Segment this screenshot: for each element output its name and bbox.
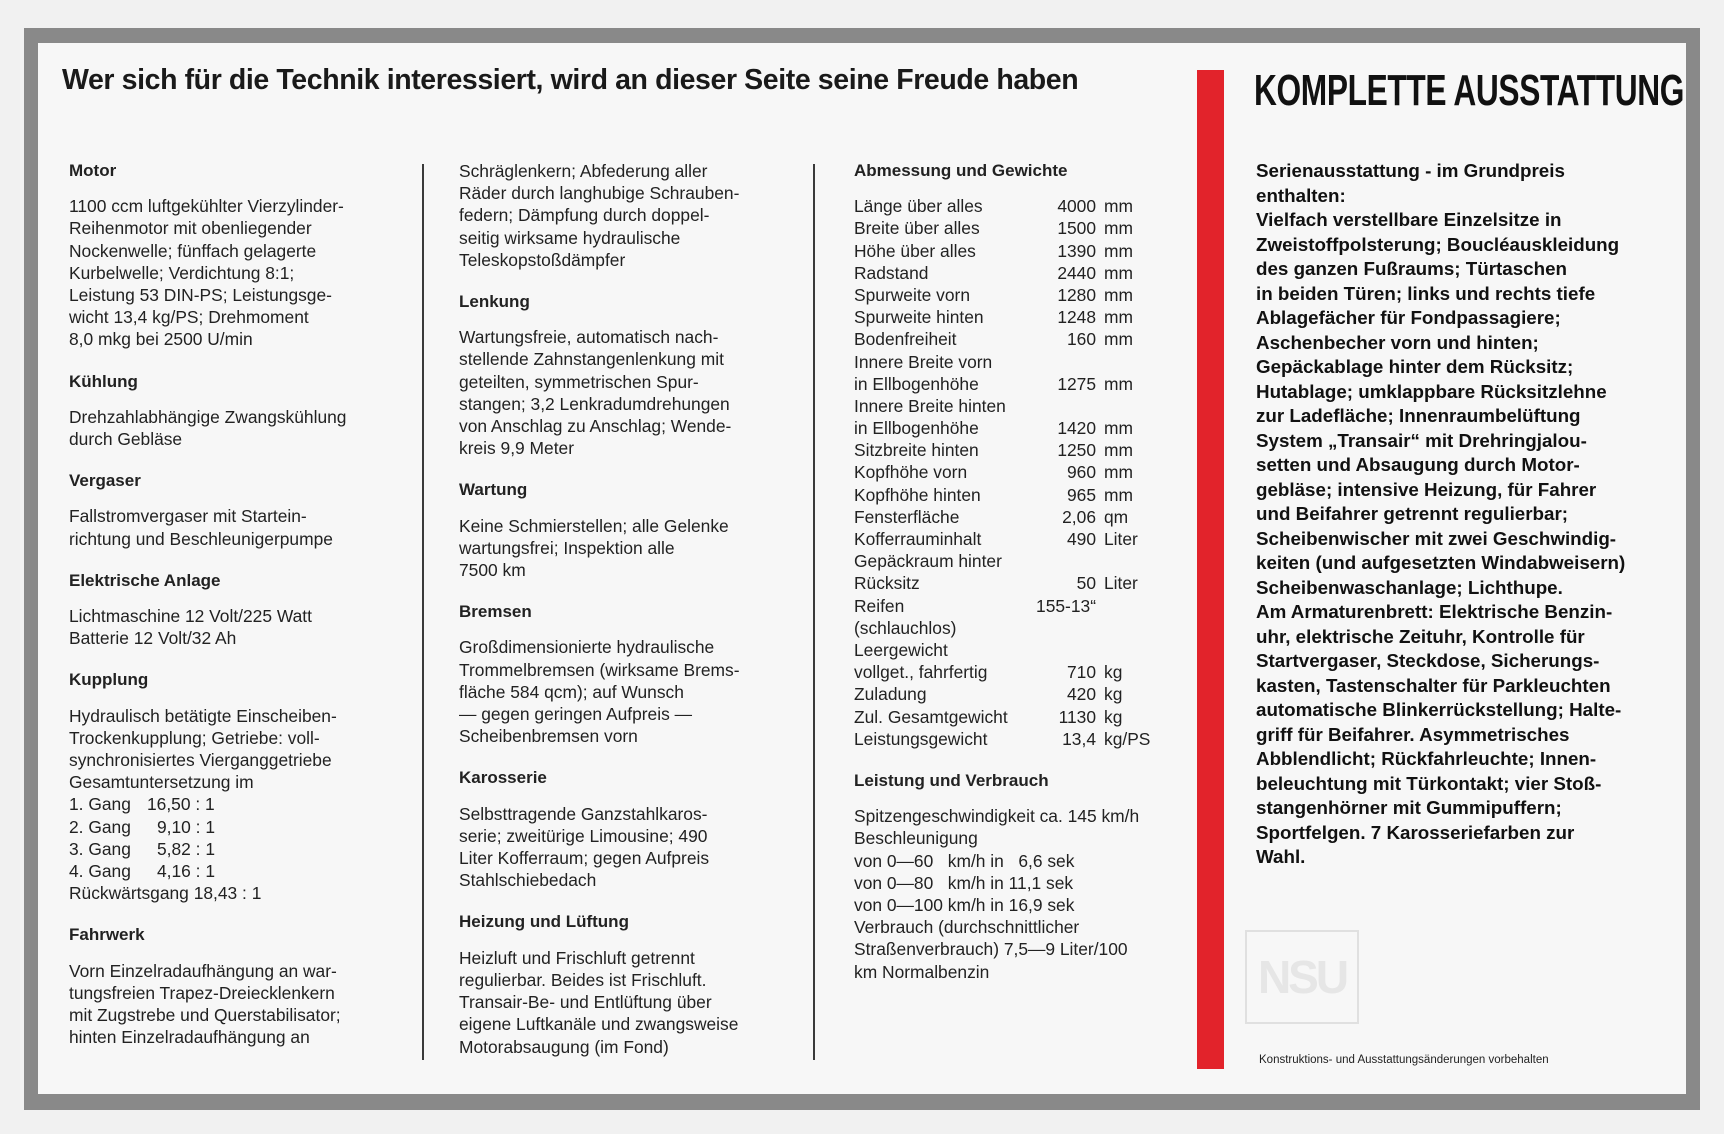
gear-label: 3. Gang: [69, 838, 131, 859]
text-line: von 0—100 km/h in 16,9 sek: [854, 894, 1075, 915]
spec-row: [854, 306, 1194, 328]
spec-unit: mm: [1104, 218, 1133, 239]
page-headline: Wer sich für die Technik interessiert, wird an dieser Seite seine Freude haben: [62, 64, 1079, 96]
gear-ratio-row: [69, 838, 409, 860]
equipment-line: Scheibenwaschanlage; Lichthupe.: [1256, 576, 1563, 598]
text-line: — gegen geringen Aufpreis —: [459, 704, 692, 725]
spec-value: [1024, 395, 1104, 417]
text-line: geteilten, symmetrischen Spur-: [459, 371, 699, 392]
logo-watermark: NSU: [1245, 930, 1359, 1024]
spec-unit: Liter: [1104, 529, 1138, 550]
spec-label: Reifen: [854, 595, 905, 616]
spec-row: [854, 595, 1194, 617]
text-line: 1100 ccm luftgekühlter Vierzylinder-: [69, 196, 344, 217]
spec-label: Kofferrauminhalt: [854, 529, 982, 550]
spec-value: 1275: [1057, 373, 1096, 394]
section-bremsen: [459, 601, 799, 747]
spec-label: Gepäckraum hinter: [854, 551, 1002, 572]
spec-value: 710: [1066, 662, 1096, 683]
text-line: Räder durch langhubige Schrauben-: [459, 183, 740, 204]
equipment-line: und Beifahrer getrennt regulierbar;: [1256, 503, 1569, 524]
text-line: eigene Luftkanäle und zwangsweise: [459, 1014, 739, 1035]
text-line: federn; Dämpfung durch doppel-: [459, 205, 710, 226]
equipment-line: automatische Blinkerrückstellung; Halte-: [1256, 699, 1622, 720]
section-text: [69, 195, 409, 350]
spec-value: 4000: [1057, 196, 1096, 217]
text-line: Reihenmotor mit obenliegender: [69, 218, 312, 239]
section-title: Bremsen: [459, 602, 532, 622]
text-line: Spitzengeschwindigkeit ca. 145 km/h: [854, 806, 1140, 827]
spec-value: 50: [1076, 573, 1096, 594]
text-line: Liter Kofferraum; gegen Aufpreis: [459, 848, 710, 869]
spec-value: 490: [1066, 529, 1096, 550]
equipment-line: Startvergaser, Steckdose, Sicherungs-: [1256, 650, 1600, 671]
text-line: Verbrauch (durchschnittlicher: [854, 917, 1080, 938]
spec-unit: mm: [1104, 196, 1133, 217]
text-line: Drehzahlabhängige Zwangskühlung: [69, 406, 347, 427]
spec-row: [854, 217, 1194, 239]
text-line: wartungsfrei; Inspektion alle: [459, 537, 675, 558]
text-line: Leistung 53 DIN-PS; Leistungsge-: [69, 285, 332, 306]
spec-unit: mm: [1104, 262, 1133, 283]
section-title: Fahrwerk: [69, 925, 145, 945]
text-line: Trockenkupplung; Getriebe: voll-: [69, 727, 320, 748]
spec-value: 1250: [1057, 440, 1096, 461]
section-fahrwerk: [69, 924, 409, 1048]
text-line: seitig wirksame hydraulische: [459, 227, 681, 248]
spec-row: [854, 506, 1194, 528]
equipment-line: Vielfach verstellbare Einzelsitze in: [1256, 209, 1562, 230]
equipment-line: Ablagefächer für Fondpassagiere;: [1256, 307, 1561, 328]
text-line: Heizluft und Frischluft getrennt: [459, 947, 695, 968]
equipment-line: Wahl.: [1256, 846, 1306, 867]
text-line: von 0—60 km/h in 6,6 sek: [854, 850, 1075, 871]
spec-unit: mm: [1104, 462, 1133, 483]
spec-label: Innere Breite hinten: [854, 395, 1006, 416]
text-line: stellende Zahnstangenlenkung mit: [459, 349, 724, 370]
spec-unit: mm: [1104, 373, 1133, 394]
equipment-line: setten und Absaugung durch Motor-: [1256, 454, 1580, 475]
equipment-line: Serienausstattung - im Grundpreis: [1256, 160, 1565, 181]
spec-row: [854, 328, 1194, 350]
equipment-line: des ganzen Fußraums; Türtaschen: [1256, 258, 1567, 279]
text-line: Hydraulisch betätigte Einscheiben-: [69, 705, 337, 726]
spec-value: 1280: [1057, 284, 1096, 305]
equipment-text: [1256, 159, 1661, 870]
spec-row: [854, 395, 1194, 417]
spec-value: 155-13“: [1036, 595, 1096, 616]
spec-row: [854, 728, 1194, 750]
spec-unit: mm: [1104, 484, 1133, 505]
spec-label: Höhe über alles: [854, 240, 976, 261]
equipment-line: keiten (und aufgesetzten Windabweisern): [1256, 552, 1626, 573]
section-title: Kühlung: [69, 371, 138, 391]
equipment-line: Aschenbecher vorn und hinten;: [1256, 331, 1539, 353]
spec-value: 1390: [1057, 240, 1096, 261]
spec-label: Kopfhöhe vorn: [854, 462, 968, 483]
gear-ratio-row: [69, 860, 409, 882]
accent-bar: [1197, 70, 1224, 1069]
spec-value: 965: [1066, 484, 1096, 505]
equipment-line: System „Transair“ mit Drehringjalou-: [1256, 429, 1587, 451]
spec-row: [854, 617, 1194, 639]
section-title: Vergaser: [69, 471, 141, 491]
text-line: km Normalbenzin: [854, 961, 990, 982]
section-kuehlung: [69, 371, 409, 451]
reverse-gear-line: Rückwärtsgang 18,43 : 1: [69, 883, 262, 904]
column-divider: [422, 164, 424, 1060]
section-title: Heizung und Lüftung: [459, 912, 629, 932]
section-leistung-verbrauch: [854, 770, 1194, 983]
spec-value: [1024, 351, 1104, 373]
spec-row: [854, 639, 1194, 661]
equipment-line: enthalten:: [1256, 184, 1346, 206]
text-line: Wartungsfreie, automatisch nach-: [459, 327, 719, 348]
spec-unit: mm: [1104, 418, 1133, 439]
equipment-title: KOMPLETTE AUSSTATTUNG: [1254, 66, 1685, 115]
gear-value: 9,10 : 1: [157, 816, 216, 837]
equipment-line: Sportfelgen. 7 Karosseriefarben zur: [1256, 821, 1575, 843]
section-title: Leistung und Verbrauch: [854, 770, 1049, 790]
text-line: Großdimensionierte hydraulische: [459, 637, 715, 658]
spec-value: [1024, 639, 1104, 661]
spec-label: Zuladung: [854, 684, 927, 705]
section-motor: [69, 160, 409, 351]
spec-label: Spurweite vorn: [854, 284, 970, 305]
text-line: Nockenwelle; fünffach gelagerte: [69, 240, 317, 261]
spec-label: Leergewicht: [854, 639, 948, 660]
text-line: regulierbar. Beides ist Frischluft.: [459, 969, 707, 990]
equipment-line: Scheibenwischer mit zwei Geschwindig-: [1256, 527, 1617, 549]
text-line: richtung und Beschleunigerpumpe: [69, 528, 333, 549]
gear-label: 4. Gang: [69, 861, 131, 882]
spec-label: Zul. Gesamtgewicht: [854, 706, 1008, 727]
text-line: kreis 9,9 Meter: [459, 438, 575, 459]
text-line: Schräglenkern; Abfederung aller: [459, 161, 708, 181]
spec-row: [854, 706, 1194, 728]
text-line: Lichtmaschine 12 Volt/225 Watt: [69, 606, 312, 627]
spec-label: Breite über alles: [854, 218, 980, 239]
spec-row: [854, 262, 1194, 284]
gear-label: 2. Gang: [69, 816, 131, 837]
section-fahrwerk-continued: [459, 160, 799, 271]
spec-label: in Ellbogenhöhe: [854, 418, 979, 439]
spec-unit: kg: [1104, 706, 1123, 727]
text-line: Teleskopstoßdämpfer: [459, 249, 626, 270]
section-title: Kupplung: [69, 670, 149, 690]
equipment-line: Abblendlicht; Rückfahrleuchte; Innen-: [1256, 748, 1597, 769]
equipment-line: Hutablage; umklappbare Rücksitzlehne: [1256, 380, 1607, 402]
gear-ratio-row: [69, 816, 409, 838]
spec-label: in Ellbogenhöhe: [854, 373, 979, 394]
text-line: hinten Einzelradaufhängung an: [69, 1027, 310, 1048]
section-title: Motor: [69, 161, 117, 180]
spec-unit: qm: [1104, 506, 1129, 527]
equipment-line: gebläse; intensive Heizung, für Fahrer: [1256, 478, 1597, 500]
spec-value: 1500: [1057, 218, 1096, 239]
spec-unit: Liter: [1104, 573, 1138, 594]
spec-value: 1130: [1058, 706, 1096, 727]
equipment-line: griff für Beifahrer. Asymmetrisches: [1256, 723, 1570, 745]
spec-row: [854, 484, 1194, 506]
gear-value: 5,82 : 1: [157, 838, 216, 859]
text-line: Scheibenbremsen vorn: [459, 726, 638, 747]
spec-value: 2,06: [1062, 506, 1096, 527]
spec-label: Radstand: [854, 262, 929, 283]
spec-value: 1248: [1057, 307, 1096, 328]
equipment-line: beleuchtung mit Türkontakt; vier Stoß-: [1256, 772, 1602, 794]
text-line: Selbsttragende Ganzstahlkaros-: [459, 803, 708, 824]
equipment-line: kasten, Tastenschalter für Parkleuchten: [1256, 674, 1611, 696]
text-line: Kurbelwelle; Verdichtung 8:1;: [69, 262, 295, 283]
text-line: durch Gebläse: [69, 429, 183, 450]
text-line: Gesamtuntersetzung im: [69, 772, 254, 793]
section-kupplung: [69, 669, 409, 904]
section-title: Lenkung: [459, 292, 530, 312]
spec-row: [854, 661, 1194, 683]
spec-value: 420: [1066, 684, 1096, 705]
spec-unit: kg: [1104, 662, 1123, 683]
spec-label: Länge über alles: [854, 196, 983, 217]
spec-label: (schlauchlos): [854, 617, 957, 638]
section-title: Wartung: [459, 480, 528, 500]
section-elektrische-anlage: [69, 570, 409, 650]
text-line: 7500 km: [459, 560, 526, 581]
spec-value: 2440: [1057, 262, 1096, 283]
spec-row: [854, 439, 1194, 461]
equipment-line: in beiden Türen; links und rechts tiefe: [1256, 282, 1596, 304]
spec-column-3: [854, 160, 1194, 1003]
spec-label: Kopfhöhe hinten: [854, 484, 981, 505]
section-karosserie: [459, 767, 799, 891]
column-divider: [813, 164, 815, 1060]
text-line: Keine Schmierstellen; alle Gelenke: [459, 515, 729, 536]
spec-label: vollget., fahrfertig: [854, 662, 988, 683]
spec-row: [854, 284, 1194, 306]
spec-label: Fensterfläche: [854, 506, 960, 527]
spec-label: Innere Breite vorn: [854, 351, 993, 372]
text-line: von 0—80 km/h in 11,1 sek: [854, 872, 1074, 893]
text-line: tungsfreien Trapez-Dreiecklenkern: [69, 982, 335, 1003]
text-line: Trommelbremsen (wirksame Brems-: [459, 659, 740, 680]
text-line: Beschleunigung: [854, 828, 978, 849]
equipment-line: uhr, elektrische Zeituhr, Kontrolle für: [1256, 625, 1585, 647]
spec-unit: mm: [1104, 440, 1133, 461]
text-line: mit Zugstrebe und Querstabilisator;: [69, 1005, 341, 1026]
text-line: stangen; 3,2 Lenkradumdrehungen: [459, 393, 730, 414]
spec-row: [854, 550, 1194, 572]
disclaimer-footnote: Konstruktions- und Ausstattungsänderungen vorbehalten: [1259, 1054, 1549, 1066]
spec-value: [1024, 550, 1104, 572]
spec-label: Spurweite hinten: [854, 307, 984, 328]
equipment-line: zur Ladefläche; Innenraumbelüftung: [1256, 405, 1581, 426]
spec-row: [854, 528, 1194, 550]
text-line: fläche 584 qcm); auf Wunsch: [459, 681, 684, 702]
section-title: Elektrische Anlage: [69, 570, 221, 590]
text-line: von Anschlag zu Anschlag; Wende-: [459, 416, 732, 437]
spec-row: [854, 683, 1194, 705]
spec-unit: mm: [1104, 329, 1133, 350]
text-line: serie; zweitürige Limousine; 490: [459, 825, 708, 846]
text-line: 8,0 mkg bei 2500 U/min: [69, 329, 253, 350]
spec-value: 160: [1066, 329, 1096, 350]
equipment-line: Gepäckablage hinter dem Rücksitz;: [1256, 356, 1574, 377]
spec-unit: mm: [1104, 240, 1133, 261]
section-title: Karosserie: [459, 768, 547, 788]
spec-value: 1420: [1057, 418, 1096, 439]
section-abmessung-gewichte: [854, 160, 1194, 750]
spec-column-1: [69, 160, 409, 1069]
spec-column-2: [459, 160, 799, 1078]
spec-row: [854, 461, 1194, 483]
gear-value: 16,50 : 1: [147, 794, 215, 815]
text-line: Batterie 12 Volt/32 Ah: [69, 628, 237, 649]
spec-value: [1024, 617, 1104, 639]
spec-row: [854, 240, 1194, 262]
spec-label: Bodenfreiheit: [854, 329, 957, 350]
gear-label: 1. Gang: [69, 794, 131, 815]
section-title: Abmessung und Gewichte: [854, 161, 1068, 180]
spec-unit: kg: [1104, 684, 1123, 705]
spec-unit: mm: [1104, 284, 1133, 305]
spec-label: Leistungsgewicht: [854, 728, 988, 749]
gear-value: 4,16 : 1: [157, 861, 216, 882]
spec-row: [854, 195, 1194, 217]
spec-value: 960: [1066, 462, 1096, 483]
spec-row: [854, 572, 1194, 594]
dimensions-table: [854, 195, 1194, 750]
equipment-line: Zweistoffpolsterung; Boucléauskleidung: [1256, 233, 1620, 255]
spec-row: [854, 351, 1194, 373]
spec-value: 13,4: [1062, 728, 1096, 749]
text-line: Stahlschiebedach: [459, 870, 597, 891]
text-line: synchronisiertes Vierganggetriebe: [69, 750, 332, 771]
text-line: Straßenverbrauch) 7,5—9 Liter/100: [854, 939, 1128, 960]
section-heizung-lueftung: [459, 911, 799, 1057]
gear-ratio-row: [69, 793, 409, 815]
equipment-line: Am Armaturenbrett: Elektrische Benzin-: [1256, 601, 1613, 622]
equipment-line: stangenhörner mit Gummipuffern;: [1256, 797, 1562, 818]
spec-row: [854, 373, 1194, 395]
spec-label: Rücksitz: [854, 573, 920, 594]
section-wartung: [459, 479, 799, 581]
text-line: Vorn Einzelradaufhängung an war-: [69, 960, 337, 981]
section-lenkung: [459, 291, 799, 459]
text-line: Motorabsaugung (im Fond): [459, 1036, 669, 1057]
text-line: Fallstromvergaser mit Startein-: [69, 506, 307, 527]
spec-label: Sitzbreite hinten: [854, 440, 979, 461]
section-vergaser: [69, 470, 409, 550]
text-line: Transair-Be- und Entlüftung über: [459, 992, 712, 1013]
spec-unit: kg/PS: [1104, 728, 1151, 749]
spec-row: [854, 417, 1194, 439]
spec-unit: mm: [1104, 307, 1133, 328]
text-line: wicht 13,4 kg/PS; Drehmoment: [69, 307, 309, 328]
